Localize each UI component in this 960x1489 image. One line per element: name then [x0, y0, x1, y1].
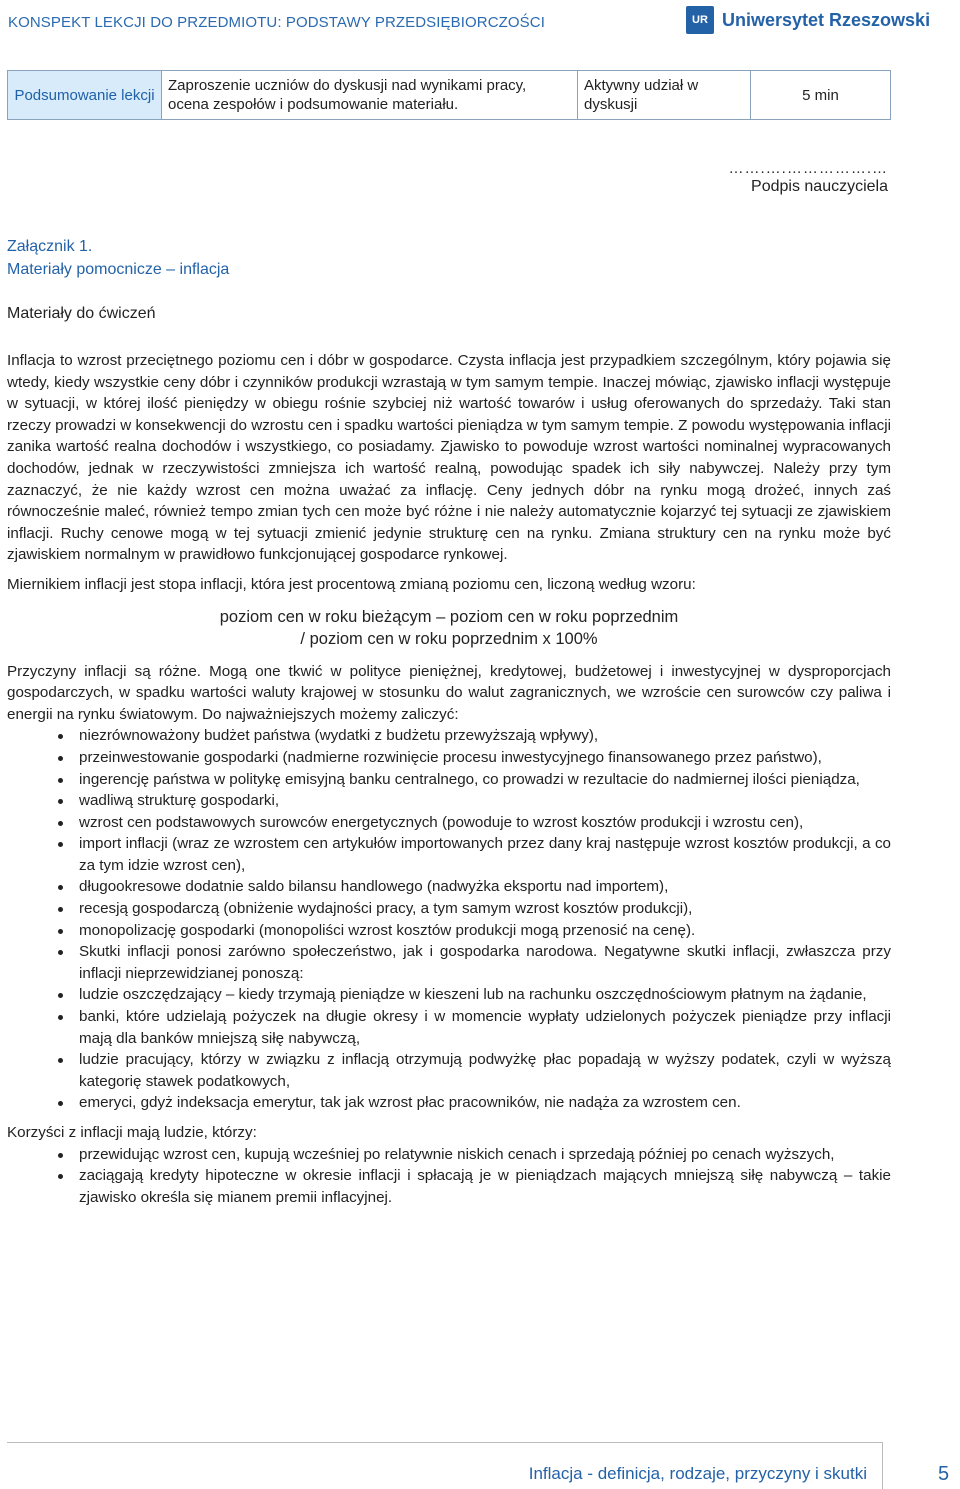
footer-divider [7, 1442, 883, 1443]
signature-line: …….….…………….… [728, 160, 888, 177]
page-number: 5 [938, 1463, 950, 1485]
document-header-title: KONSPEKT LEKCJI DO PRZEDMIOTU: PODSTAWY PRZEDSIĘBIORCZOŚCI [8, 14, 545, 31]
list-item: przewidując wzrost cen, kupują wcześniej po relatywnie niskich cenach i sprzedają później po cenach wyższych, [7, 1144, 891, 1166]
intro-paragraph: Inflacja to wzrost przeciętnego poziomu cen i dóbr w gospodarce. Czysta inflacja jest przypadkiem szczególnym, który pojawia się wtedy, kiedy wszystkie ceny dóbr i czynników produkcji wzrastają w tym samym tempie. Inaczej mówiąc, zjawisko inflacji występuje w sytuacji, w której ilość pieniędzy w obiegu rośnie szybciej niż wartość towarów i usług oferowanych do sprzedaży. Taki stan rzeczy prowadzi w konsekwencji do wzrostu cen i spadku wartości pieniądza w tym samym tempie. Z powodu występowania inflacji zanika wartość realna dochodów i wszystkiego, co posiadamy. Zjawisko to powoduje wzrost wartości nominalnej wypracowanych dochodów, jednak w rzeczywistości zmniejsza ich wartość realną, powodując spadek ich siły nabywczej. Należy przy tym zaznaczyć, że nie każdy wzrost cen można uważać za inflację. Ceny jednych dóbr na rynku mogą drożeć, innych zaś równocześnie maleć, również tempo zmian tych cen może być różne i nie należy automatycznie kojarzyć tej sytuacji ze zjawiskiem inflacji. Ruchy cenowe mogą w tej sytuacji zmienić jedynie strukturę cen na rynku. Zmiana struktury cen na rynku może być zjawiskiem normalnym w prawidłowo funkcjonującej gospodarce rynkowej. [7, 352, 891, 564]
document-body [7, 350, 891, 1208]
university-logo-icon: UR [686, 6, 714, 34]
list-item: niezrównoważony budżet państwa (wydatki z budżetu przewyższają wpływy), [7, 725, 891, 747]
formula-denominator: / poziom cen w roku poprzednim x 100% [300, 629, 598, 648]
list-item: Skutki inflacji ponosi zarówno społeczeństwo, jak i gospodarka narodowa. Negatywne skutki inflacji, zwłaszcza przy inflacji nieprzewidzianej ponoszą: [7, 941, 891, 984]
footer-title: Inflacja - definicja, rodzaje, przyczyny i skutki [528, 1464, 867, 1483]
list-item: ludzie pracujący, którzy w związku z inflacją otrzymują podwyżkę płac popadają w wyższy podatek, czyli w wyższą kategorię stawek podatkowych, [7, 1049, 891, 1092]
signature-label: Podpis nauczyciela [751, 178, 888, 195]
list-item: wadliwą strukturę gospodarki, [7, 790, 891, 812]
list-item: długookresowe dodatnie saldo bilansu handlowego (nadwyżka eksportu nad importem), [7, 876, 891, 898]
causes-list [7, 725, 891, 1114]
table-row [8, 71, 891, 120]
formula-numerator: poziom cen w roku bieżącym – poziom cen w roku poprzednim [219, 607, 679, 626]
measure-paragraph: Miernikiem inflacji jest stopa inflacji, która jest procentową zmianą poziomu cen, liczoną według wzoru: [7, 575, 696, 593]
list-item: import inflacji (wraz ze wzrostem cen artykułów importowanych przez dany kraj następuje wzrost kosztów produkcji, a co za tym idzie wzrost cen), [7, 833, 891, 876]
university-name: Uniwersytet Rzeszowski [722, 9, 931, 30]
list-item: ludzie oszczędzający – kiedy trzymają pieniądze w kieszeni lub na rachunku oszczędnościowym płatnym na żądanie, [7, 984, 891, 1006]
list-item: zaciągają kredyty hipoteczne w okresie inflacji i spłacają je w pieniądzach mających mniejszą siłę nabywczą – takie zjawisko określa się mianem premii inflacyjnej. [7, 1165, 891, 1208]
lesson-plan-table [7, 70, 891, 120]
list-item: emeryci, gdyż indeksacja emerytur, tak jak wzrost płac pracowników, nie nadąża za wzrostem cen. [7, 1092, 891, 1114]
table-cell-section: Podsumowanie lekcji [8, 71, 162, 120]
attachment-title: Materiały pomocnicze – inflacja [7, 261, 230, 278]
list-item: banki, które udzielają pożyczek na długie okresy i w momencie wypłaty udzielonych pożyczek pieniądze przy inflacji mają dla banków mniejszą siłę nabywczą, [7, 1006, 891, 1049]
benefits-list [7, 1144, 891, 1209]
list-item: wzrost cen podstawowych surowców energetycznych (powoduje to wzrost kosztów produkcji i wzrostu cen), [7, 812, 891, 834]
table-cell-description: Zaproszenie uczniów do dyskusji nad wynikami pracy, ocena zespołów i podsumowanie materiału. [162, 71, 578, 120]
exercise-heading: Materiały do ćwiczeń [7, 305, 156, 322]
inflation-formula [7, 606, 891, 650]
table-cell-time: 5 min [751, 71, 891, 120]
list-item: recesją gospodarczą (obniżenie wydajności pracy, a tym samym wzrost kosztów produkcji), [7, 898, 891, 920]
list-item: ingerencję państwa w politykę emisyjną banku centralnego, co prowadzi w rezultacie do nadmiernej ilości pieniądza, [7, 769, 891, 791]
footer-divider-tick [882, 1442, 883, 1489]
list-item: monopolizację gospodarki (monopoliści wzrost kosztów produkcji mogą przenosić na cenę). [7, 920, 891, 942]
table-cell-method: Aktywny udział w dyskusji [578, 71, 751, 120]
university-logo [686, 6, 930, 34]
causes-intro: Przyczyny inflacji są różne. Mogą one tkwić w polityce pieniężnej, kredytowej, budżetowej i inwestycyjnej w dysproporcjach gospodarczych, w spadku wartości waluty krajowej w stosunku do walut zagranicznych, we wzroście cen surowców czy paliwa i energii na rynku światowym. Do najważniejszych możemy zaliczyć: [7, 662, 891, 723]
benefits-intro: Korzyści z inflacji mają ludzie, którzy: [7, 1124, 257, 1141]
attachment-number: Załącznik 1. [7, 238, 93, 255]
list-item: przeinwestowanie gospodarki (nadmierne rozwinięcie procesu inwestycyjnego finansowanego przez państwo), [7, 747, 891, 769]
